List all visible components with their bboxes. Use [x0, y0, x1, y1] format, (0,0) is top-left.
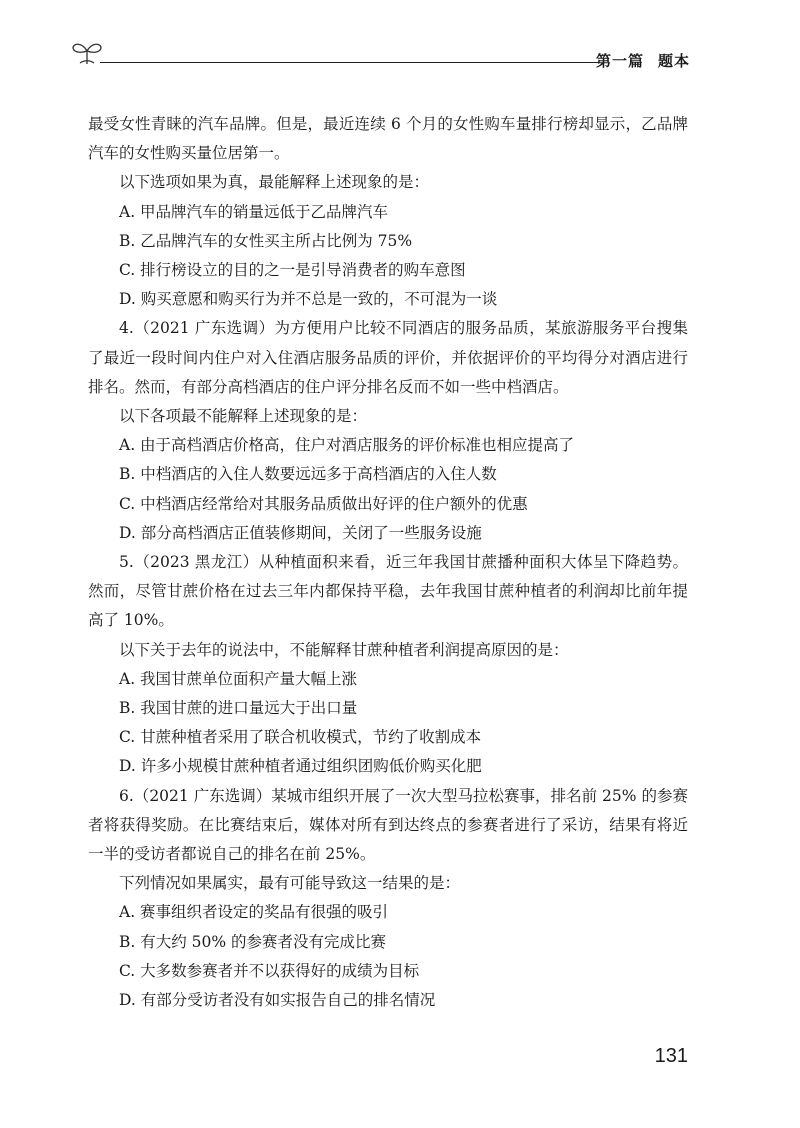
- q4-option-c: C. 中档酒店经常给对其服务品质做出好评的住户额外的优惠: [119, 494, 528, 513]
- q6-stem: 下列情况如果属实，最有可能导致这一结果的是：: [119, 874, 461, 893]
- q5-passage: 5.（2023 黑龙江）从种植面积来看，近三年我国甘蔗播种面积大体呈下降趋势。然而，尽管甘蔗价格在过去三年内都保持平稳，去年我国甘蔗种植者的利润却比前年提高了 10%。: [88, 553, 688, 630]
- page-header: [70, 38, 690, 70]
- header-title: [596, 50, 690, 71]
- q3-option-b: B. 乙品牌汽车的女性买主所占比例为 75%: [119, 231, 413, 250]
- q5-option-a: A. 我国甘蔗单位面积产量大幅上涨: [119, 669, 358, 688]
- q5-option-d: D. 许多小规模甘蔗种植者通过组织团购低价购买化肥: [119, 757, 482, 776]
- q4-passage: 4.（2021 广东选调）为方便用户比较不同酒店的服务品质，某旅游服务平台搜集了最近一段时间内住户对入住酒店服务品质的评价，并依据评价的平均得分对酒店进行排名。然而，有部分高档酒店的住户评分排名反而不如一些中档酒店。: [88, 319, 688, 396]
- q4-stem: 以下各项最不能解释上述现象的是：: [119, 407, 368, 426]
- q6-option-d: D. 有部分受访者没有如实报告自己的排名情况: [119, 991, 436, 1010]
- q3-option-a: A. 甲品牌汽车的销量远低于乙品牌汽车: [119, 202, 389, 221]
- q3-option-d: D. 购买意愿和购买行为并不总是一致的，不可混为一谈: [119, 290, 498, 309]
- q5-option-b: B. 我国甘蔗的进口量远大于出口量: [119, 699, 358, 718]
- q6-option-a: A. 赛事组织者设定的奖品有很强的吸引: [119, 903, 389, 922]
- header-rule: [100, 62, 598, 63]
- page-body: [88, 110, 688, 1015]
- q5-option-c: C. 甘蔗种植者采用了联合机收模式，节约了收割成本: [119, 728, 482, 747]
- page-number: 131: [654, 1045, 688, 1067]
- q3-option-c: C. 排行榜设立的目的之一是引导消费者的购车意图: [119, 261, 466, 280]
- header-part: 第一篇: [595, 52, 644, 70]
- q4-option-a: A. 由于高档酒店价格高，住户对酒店服务的评价标准也相应提高了: [119, 436, 575, 455]
- q5-stem: 以下关于去年的说法中，不能解释甘蔗种植者利润提高原因的是：: [119, 640, 569, 659]
- q4-option-d: D. 部分高档酒店正值装修期间，关闭了一些服务设施: [119, 523, 482, 542]
- q6-passage: 6.（2021 广东选调）某城市组织开展了一次大型马拉松赛事，排名前 25% 的参赛者将获得奖励。在比赛结束后，媒体对所有到达终点的参赛者进行了采访，结果有将近一半的受访者都说自己的排名在前 25%。: [88, 786, 688, 864]
- q6-option-c: C. 大多数参赛者并不以获得好的成绩为目标: [119, 961, 420, 980]
- q4-option-b: B. 中档酒店的入住人数要远远多于高档酒店的入住人数: [119, 465, 497, 484]
- leaf-sprout-icon: [70, 38, 104, 66]
- intro-paragraph: 最受女性青睐的汽车品牌。但是，最近连续 6 个月的女性购车量排行榜却显示，乙品牌汽车的女性购买量位居第一。: [88, 115, 688, 163]
- header-section: 题本: [657, 52, 690, 70]
- q6-option-b: B. 有大约 50% 的参赛者没有完成比赛: [119, 932, 387, 951]
- q3-stem: 以下选项如果为真，最能解释上述现象的是：: [119, 173, 430, 192]
